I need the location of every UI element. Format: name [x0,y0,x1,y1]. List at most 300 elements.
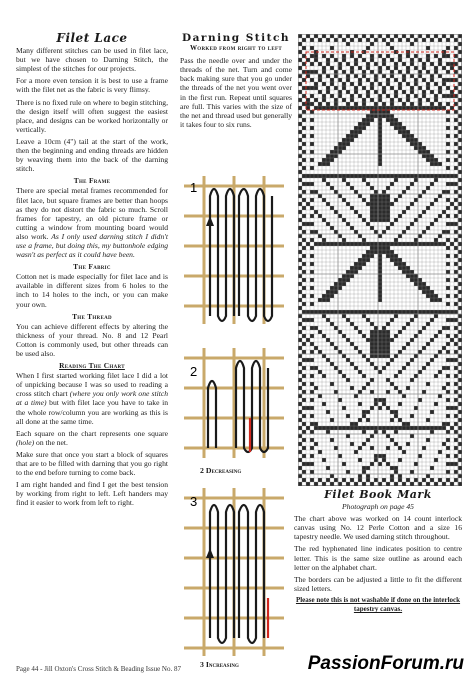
chart-filled-square [454,38,458,42]
chart-filled-square [298,266,302,270]
chart-filled-square [418,142,422,146]
chart-filled-square [298,394,302,398]
chart-filled-square [446,46,450,50]
chart-filled-square [354,74,358,78]
chart-filled-square [362,118,366,122]
chart-filled-square [370,106,374,110]
chart-filled-square [446,430,450,434]
chart-filled-square [326,298,330,302]
chart-filled-square [374,354,378,358]
chart-filled-square [430,358,434,362]
chart-filled-square [362,70,366,74]
chart-filled-square [342,314,346,318]
chart-filled-square [374,114,378,118]
chart-filled-square [378,334,382,338]
chart-filled-square [438,194,442,198]
chart-filled-square [458,410,462,414]
chart-filled-square [338,286,342,290]
chart-filled-square [358,234,362,238]
chart-filled-square [422,62,426,66]
chart-filled-square [418,70,422,74]
chart-filled-square [310,182,314,186]
chart-filled-square [374,210,378,214]
chart-filled-square [354,310,358,314]
chart-filled-square [458,242,462,246]
chart-filled-square [322,298,326,302]
chart-filled-square [458,362,462,366]
chart-filled-square [414,354,418,358]
chart-filled-square [446,390,450,394]
chart-filled-square [446,238,450,242]
chart-filled-square [330,482,334,486]
chart-filled-square [402,310,406,314]
chart-filled-square [334,154,338,158]
chart-filled-square [310,222,314,226]
chart-filled-square [298,362,302,366]
chart-filled-square [298,194,302,198]
square-text-b: (hole) [16,437,35,447]
chart-filled-square [298,386,302,390]
chart-filled-square [410,174,414,178]
chart-filled-square [378,354,382,358]
chart-filled-square [430,290,434,294]
chart-filled-square [422,346,426,350]
chart-filled-square [458,378,462,382]
chart-filled-square [330,174,334,178]
chart-filled-square [422,242,426,246]
chart-filled-square [390,478,394,482]
chart-filled-square [370,54,374,58]
chart-filled-square [386,194,390,198]
chart-filled-square [390,86,394,90]
chart-filled-square [422,366,426,370]
chart-filled-square [298,242,302,246]
chart-filled-square [430,162,434,166]
chart-filled-square [378,34,382,38]
chart-filled-square [342,238,346,242]
chart-filled-square [434,98,438,102]
chart-filled-square [434,310,438,314]
chart-filled-square [402,346,406,350]
chart-filled-square [394,118,398,122]
frame-text: There are special metal frames recommended for filet lace, but square frames are better than hoops as they do not distort the fabric so much. Scroll frames for tapestry, an old picture frame or cutting a window from mounting board would also work. [16,186,168,241]
chart-filled-square [454,222,458,226]
chart-filled-square [354,106,358,110]
chart-filled-square [354,62,358,66]
chart-filled-square [394,262,398,266]
chart-filled-square [398,478,402,482]
chart-filled-square [418,106,422,110]
chart-filled-square [302,406,306,410]
chart-filled-square [370,378,374,382]
chart-filled-square [366,202,370,206]
chart-filled-square [306,462,310,466]
chart-filled-square [418,102,422,106]
chart-filled-square [326,154,330,158]
chart-filled-square [326,310,330,314]
chart-filled-square [370,346,374,350]
chart-filled-square [298,106,302,110]
chart-filled-square [342,178,346,182]
chart-filled-square [394,34,398,38]
chart-filled-square [402,482,406,486]
chart-filled-square [334,74,338,78]
page-footer: Page 44 - Jill Oxton's Cross Stitch & Beading Issue No. 87 [16,665,181,673]
chart-filled-square [374,350,378,354]
chart-filled-square [354,190,358,194]
chart-filled-square [302,414,306,418]
chart-filled-square [446,190,450,194]
chart-filled-square [302,254,306,258]
darning-paragraph: Pass the needle over and under the threads of the net. Turn and come back making sure that you go under the threads of the net you went over in the first run. Repeat until squares are full. This varies with the size of the net and thread used but generally it takes four to six runs. [180,56,292,129]
chart-filled-square [446,302,450,306]
chart-filled-square [378,462,382,466]
chart-filled-square [378,122,382,126]
chart-filled-square [370,322,374,326]
chart-filled-square [322,238,326,242]
chart-filled-square [458,130,462,134]
chart-filled-square [366,474,370,478]
chart-filled-square [382,90,386,94]
chart-filled-square [434,158,438,162]
chart-filled-square [386,82,390,86]
handed-paragraph: I am right handed and find I get the best tension by working from right to left. Left handers may find it easier to work from left to right. [16,480,168,508]
chart-filled-square [366,118,370,122]
chart-filled-square [410,338,414,342]
chart-filled-square [454,350,458,354]
chart-filled-square [454,358,458,362]
chart-filled-square [358,126,362,130]
chart-filled-square [350,342,354,346]
chart-filled-square [390,58,394,62]
chart-filled-square [366,318,370,322]
chart-filled-square [454,206,458,210]
chart-filled-square [458,354,462,358]
chart-filled-square [374,246,378,250]
chart-filled-square [322,178,326,182]
chart-filled-square [458,442,462,446]
chart-filled-square [410,470,414,474]
chart-filled-square [454,454,458,458]
chart-filled-square [358,258,362,262]
chart-filled-square [306,318,310,322]
chart-filled-square [378,290,382,294]
chart-filled-square [378,246,382,250]
chart-filled-square [454,158,458,162]
chart-filled-square [374,78,378,82]
chart-filled-square [414,310,418,314]
chart-filled-square [430,242,434,246]
chart-filled-square [354,422,358,426]
chart-filled-square [446,166,450,170]
chart-filled-square [398,402,402,406]
chart-filled-square [350,226,354,230]
chart-filled-square [410,414,414,418]
chart-filled-square [298,458,302,462]
chart-filled-square [458,58,462,62]
chart-filled-square [302,374,306,378]
chart-filled-square [450,78,454,82]
chart-filled-square [366,410,370,414]
chart-filled-square [350,70,354,74]
chart-filled-square [426,294,430,298]
chart-filled-square [398,86,402,90]
chart-filled-square [310,278,314,282]
chart-filled-square [306,102,310,106]
chart-filled-square [298,74,302,78]
chart-filled-square [410,270,414,274]
chart-filled-square [406,174,410,178]
chart-filled-square [318,478,322,482]
chart-filled-square [458,306,462,310]
chart-filled-square [414,462,418,466]
chart-filled-square [386,426,390,430]
chart-filled-square [410,482,414,486]
chart-filled-square [310,166,314,170]
chart-filled-square [374,338,378,342]
chart-filled-square [310,310,314,314]
chart-filled-square [310,86,314,90]
chart-filled-square [382,478,386,482]
chart-text-a: When I first started working filet lace I did a lot of unpicking because I was so used to reading a cross stitch chart [16,371,168,399]
chart-filled-square [374,478,378,482]
chart-filled-square [366,66,370,70]
chart-filled-square [302,342,306,346]
chart-filled-square [326,338,330,342]
chart-filled-square [350,138,354,142]
chart-filled-square [310,430,314,434]
chart-filled-square [370,42,374,46]
chart-filled-square [418,34,422,38]
chart-filled-square [370,70,374,74]
chart-filled-square [446,246,450,250]
chart-filled-square [458,266,462,270]
chart-filled-square [426,206,430,210]
chart-filled-square [298,170,302,174]
chart-filled-square [374,250,378,254]
bookmark-section [294,490,462,614]
chart-filled-square [378,214,382,218]
chart-filled-square [298,418,302,422]
chart-filled-square [458,34,462,38]
chart-filled-square [334,282,338,286]
chart-filled-square [366,114,370,118]
chart-filled-square [406,322,410,326]
chart-filled-square [322,106,326,110]
chart-filled-square [330,438,334,442]
chart-filled-square [338,482,342,486]
chart-filled-square [354,450,358,454]
chart-filled-square [366,122,370,126]
chart-filled-square [302,310,306,314]
chart-filled-square [374,202,378,206]
chart-filled-square [450,358,454,362]
chart-filled-square [454,118,458,122]
chart-filled-square [418,310,422,314]
chart-filled-square [430,478,434,482]
chart-filled-square [370,86,374,90]
chart-filled-square [394,238,398,242]
chart-filled-square [454,310,458,314]
chart-filled-square [418,214,422,218]
chart-filled-square [302,102,306,106]
chart-filled-square [390,118,394,122]
chart-filled-square [458,226,462,230]
chart-filled-square [302,214,306,218]
chart-filled-square [378,94,382,98]
chart-filled-square [394,174,398,178]
chart-filled-square [426,342,430,346]
chart-filled-square [382,206,386,210]
chart-filled-square [414,374,418,378]
chart-filled-square [330,474,334,478]
chart-filled-square [442,174,446,178]
chart-filled-square [338,194,342,198]
chart-filled-square [378,162,382,166]
chart-filled-square [458,162,462,166]
chart-filled-square [302,118,306,122]
chart-filled-square [302,182,306,186]
chart-filled-square [374,430,378,434]
chart-filled-square [358,474,362,478]
chart-filled-square [398,38,402,42]
chart-filled-square [358,458,362,462]
chart-filled-square [406,206,410,210]
chart-filled-square [458,450,462,454]
chart-filled-square [446,62,450,66]
chart-filled-square [322,402,326,406]
chart-filled-square [442,422,446,426]
chart-filled-square [362,482,366,486]
chart-filled-square [298,82,302,86]
chart-filled-square [306,34,310,38]
chart-filled-square [446,214,450,218]
tail-paragraph: Leave a 10cm (4") tail at the start of the work, then the beginning and ending threads are hidden by weaving them into the back of the darning stitch. [16,136,168,174]
chart-filled-square [378,150,382,154]
chart-filled-square [394,314,398,318]
chart-filled-square [410,134,414,138]
chart-filled-square [426,418,430,422]
chart-filled-square [394,178,398,182]
chart-filled-square [454,254,458,258]
chart-filled-square [414,178,418,182]
chart-filled-square [362,386,366,390]
chart-filled-square [346,274,350,278]
chart-filled-square [350,94,354,98]
chart-filled-square [330,34,334,38]
chart-filled-square [334,286,338,290]
chart-filled-square [298,162,302,166]
chart-filled-square [318,62,322,66]
chart-filled-square [306,242,310,246]
chart-filled-square [422,38,426,42]
chart-filled-square [422,154,426,158]
chart-filled-square [370,310,374,314]
chart-filled-square [370,350,374,354]
chart-filled-square [350,422,354,426]
chart-filled-square [454,414,458,418]
chart-filled-square [410,142,414,146]
chart-filled-square [398,266,402,270]
chart-filled-square [302,174,306,178]
chart-filled-square [414,54,418,58]
chart-filled-square [370,242,374,246]
chart-filled-square [330,418,334,422]
chart-filled-square [438,102,442,106]
chart-filled-square [370,254,374,258]
chart-filled-square [386,310,390,314]
chart-filled-square [454,422,458,426]
chart-filled-square [426,322,430,326]
chart-filled-square [458,434,462,438]
chart-filled-square [394,430,398,434]
chart-filled-square [454,446,458,450]
chart-filled-square [362,430,366,434]
chart-filled-square [402,210,406,214]
chart-filled-square [398,214,402,218]
chart-filled-square [418,174,422,178]
chart-filled-square [410,426,414,430]
chart-filled-square [406,54,410,58]
chart-filled-square [318,74,322,78]
chart-filled-square [318,350,322,354]
chart-filled-square [406,38,410,42]
chart-filled-square [418,242,422,246]
chart-filled-square [358,174,362,178]
chart-filled-square [378,338,382,342]
chart-filled-square [382,334,386,338]
chart-filled-square [322,70,326,74]
chart-filled-square [330,290,334,294]
chart-filled-square [450,66,454,70]
chart-filled-square [342,310,346,314]
chart-filled-square [382,230,386,234]
chart-filled-square [378,66,382,70]
chart-filled-square [422,190,426,194]
chart-filled-square [446,78,450,82]
chart-filled-square [378,266,382,270]
chart-filled-square [386,106,390,110]
chart-filled-square [386,330,390,334]
chart-filled-square [430,106,434,110]
filet-lace-column [16,31,168,511]
chart-filled-square [398,370,402,374]
chart-filled-square [334,98,338,102]
chart-filled-square [338,66,342,70]
chart-filled-square [374,90,378,94]
chart-filled-square [450,482,454,486]
chart-filled-square [414,138,418,142]
chart-filled-square [422,310,426,314]
chart-filled-square [350,362,354,366]
chart-filled-square [342,334,346,338]
chart-filled-square [346,134,350,138]
chart-filled-square [306,58,310,62]
chart-filled-square [310,350,314,354]
chart-filled-square [362,86,366,90]
chart-filled-square [422,426,426,430]
chart-filled-square [458,74,462,78]
chart-filled-square [342,58,346,62]
chart-filled-square [390,38,394,42]
chart-filled-square [398,262,402,266]
chart-filled-square [382,402,386,406]
frame-note: As I only used darning stitch I didn't use a frame, but doing this, my buttonhole edging wasn't as perfect as it could have been. [16,231,168,260]
chart-filled-square [454,86,458,90]
chart-filled-square [298,154,302,158]
chart-filled-square [302,302,306,306]
chart-filled-square [362,34,366,38]
